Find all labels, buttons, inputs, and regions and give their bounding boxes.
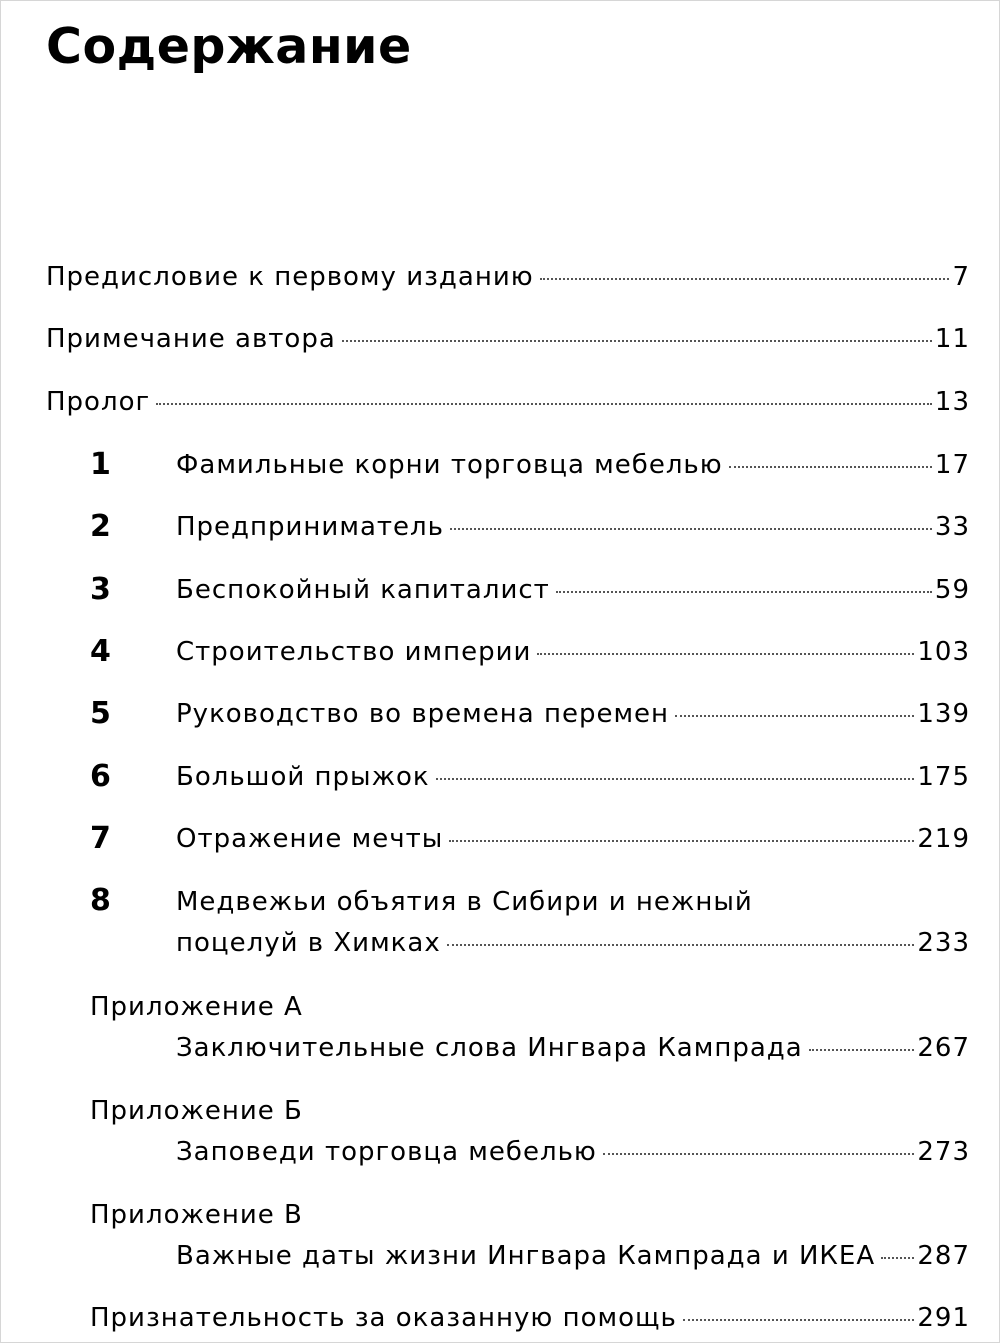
- appendix-label: Приложение Б: [90, 1096, 303, 1126]
- toc-entry-prologue: [46, 385, 970, 419]
- toc-entry-page: 17: [934, 450, 970, 480]
- toc-entry-text: Пролог: [46, 387, 151, 417]
- dot-leader: [540, 278, 950, 280]
- dot-leader: [675, 715, 914, 717]
- dot-leader: [537, 653, 914, 655]
- toc-entry-text: Отражение мечты: [176, 824, 444, 854]
- toc-entry-chapter-8: [176, 926, 970, 960]
- toc-entry-text: Важные даты жизни Ингвара Кампрада и ИКЕА: [176, 1241, 876, 1271]
- toc-entry-text: поцелуй в Химках: [176, 928, 441, 958]
- dot-leader: [729, 466, 932, 468]
- toc-entry-appendix-a: [176, 1031, 970, 1065]
- toc-entry-chapter-7: [176, 822, 970, 856]
- toc-entry-chapter-5: [176, 697, 970, 731]
- toc-entry-page: 233: [917, 928, 970, 958]
- toc-entry-chapter-2: [176, 510, 970, 544]
- dot-leader: [683, 1319, 915, 1321]
- chapter-number: 1: [90, 447, 111, 482]
- toc-entry-chapter-6: [176, 760, 970, 794]
- chapter-number: 8: [90, 883, 111, 918]
- dot-leader: [342, 340, 932, 342]
- toc-entry-chapter-4: [176, 635, 970, 669]
- dot-leader: [809, 1049, 915, 1051]
- toc-entry-text: Примечание автора: [46, 324, 336, 354]
- toc-entry-page: 175: [917, 762, 970, 792]
- dot-leader: [447, 944, 915, 946]
- toc-entry-author-note: [46, 322, 970, 356]
- dot-leader: [450, 528, 932, 530]
- toc-entry-page: 11: [934, 324, 970, 354]
- appendix-label: Приложение В: [90, 1200, 303, 1230]
- dot-leader: [436, 778, 915, 780]
- toc-entry-page: 103: [917, 637, 970, 667]
- toc-entry-text: Большой прыжок: [176, 762, 430, 792]
- toc-entry-chapter-1: [176, 448, 970, 482]
- chapter-number: 6: [90, 759, 111, 794]
- toc-entry-page: 33: [934, 512, 970, 542]
- toc-entry-preface: [46, 260, 970, 294]
- toc-entry-text: Предисловие к первому изданию: [46, 262, 534, 292]
- chapter-number: 2: [90, 509, 111, 544]
- toc-entry-text-line-1: Медвежьи объятия в Сибири и нежный: [176, 887, 753, 917]
- toc-entry-page: 287: [917, 1241, 970, 1271]
- toc-entry-page: 7: [952, 262, 970, 292]
- dot-leader: [449, 840, 914, 842]
- dot-leader: [156, 403, 932, 405]
- page-title: Содержание: [46, 18, 412, 75]
- toc-entry-chapter-3: [176, 573, 970, 607]
- toc-entry-text: Предприниматель: [176, 512, 444, 542]
- toc-entry-appendix-b: [176, 1135, 970, 1169]
- appendix-label: Приложение А: [90, 992, 303, 1022]
- toc-entry-page: 139: [917, 699, 970, 729]
- toc-entry-text: Руководство во времена перемен: [176, 699, 670, 729]
- toc-entry-page: 267: [917, 1033, 970, 1063]
- dot-leader: [556, 591, 932, 593]
- toc-entry-acknowledgements: [90, 1301, 970, 1335]
- toc-entry-text: Строительство империи: [176, 637, 532, 667]
- toc-entry-page: 291: [917, 1303, 970, 1333]
- toc-entry-text: Заповеди торговца мебелью: [176, 1137, 597, 1167]
- chapter-number: 3: [90, 572, 111, 607]
- chapter-number: 7: [90, 821, 111, 856]
- toc-entry-page: 13: [934, 387, 970, 417]
- toc-entry-page: 59: [934, 575, 970, 605]
- chapter-number: 4: [90, 634, 111, 669]
- toc-entry-text: Признательность за оказанную помощь: [90, 1303, 677, 1333]
- toc-entry-text: Заключительные слова Ингвара Кампрада: [176, 1033, 803, 1063]
- toc-entry-text: Фамильные корни торговца мебелью: [176, 450, 723, 480]
- dot-leader: [603, 1153, 915, 1155]
- toc-entry-text: Беспокойный капиталист: [176, 575, 550, 605]
- chapter-number: 5: [90, 696, 111, 731]
- toc-entry-page: 219: [917, 824, 970, 854]
- dot-leader: [881, 1257, 914, 1259]
- toc-entry-page: 273: [917, 1137, 970, 1167]
- toc-entry-appendix-v: [176, 1239, 970, 1273]
